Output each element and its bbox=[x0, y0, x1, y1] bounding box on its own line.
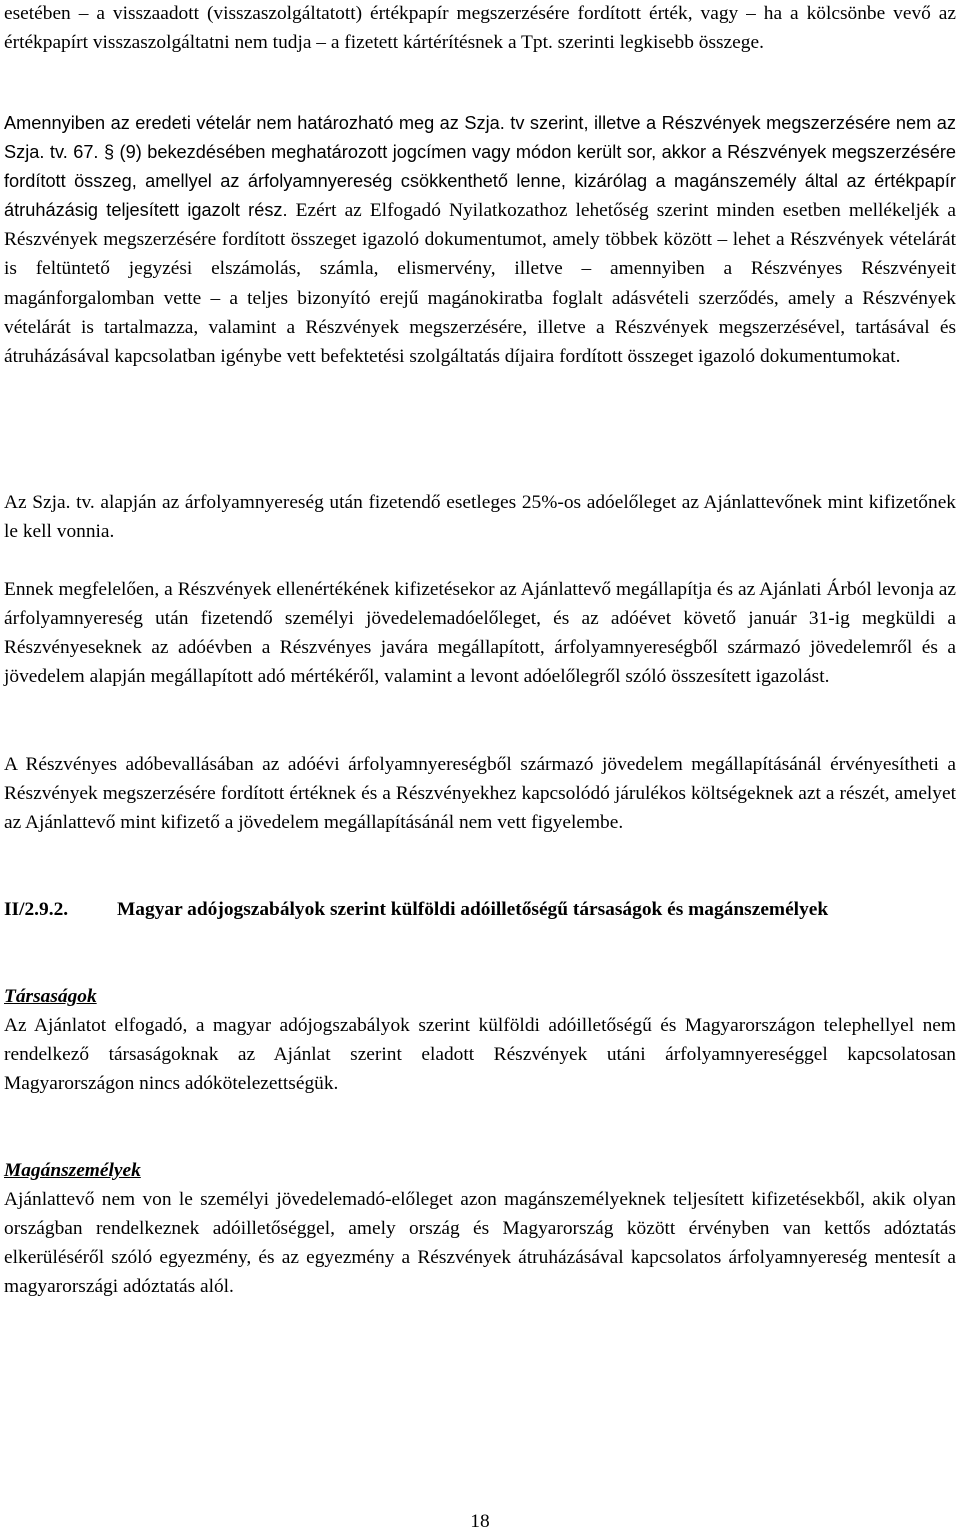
paragraph-tax-return: A Részvényes adóbevallásában az adóévi árfolyamnyereségből származó jövedelem megállapításánál érvényesítheti a Részvények megszerzésére fordított értéknek és a Részvényekhez kapcsolódó járulékos költségeknek azt a részét, amelyet az Ajánlattevő mint kifizető a jövedelem megállapításánál nem vett figyelembe. bbox=[4, 754, 956, 834]
paragraph-advance-tax: Az Szja. tv. alapján az árfolyamnyereség után fizetendő esetleges 25%-os adóelőleget az Ajánlattevőnek mint kifizetőnek le kell vonnia. bbox=[4, 492, 956, 543]
paragraph-companies: Az Ajánlatot elfogadó, a magyar adójogszabályok szerint külföldi adóilletőségű és Magyarországon telephellyel nem rendelkező társaságoknak az Ajánlat szerint eladott Részvények utáni árfolyamnyereséggel kapcsolatosan Magyarországon nincs adókötelezettségük. bbox=[4, 1015, 956, 1095]
subheading-companies bbox=[4, 982, 956, 1011]
section-heading-title: Magyar adójogszabályok szerint külföldi adóilletőségű társaságok és magánszemélyek bbox=[117, 899, 829, 920]
paragraph-continuation: esetében – a visszaadott (visszaszolgáltatott) értékpapír megszerzésére fordított érték, vagy – ha a kölcsönbe vevő az értékpapírt visszaszolgáltatni nem tudja – a fizetett kártérítésnek a Tpt. szerinti legkisebb összege. bbox=[4, 3, 956, 54]
paragraph-purchase-price-lead: Amennyiben az eredeti vételár nem határozható meg az Szja. tv szerint, illetve a Részvények megszerzésére nem az Szja. tv. 67. § (9) bekezdésében meghatározott jogcímen vagy módon került sor, akkor a Részvények megszerzésére fordított összeg, amellyel az árfolyamnyereség csökkenthető lenne, kizárólag a magánszemély által az értékpapír átruházásig teljesített igazolt rész. bbox=[4, 113, 956, 221]
subheading-individuals bbox=[4, 1156, 956, 1185]
subheading-companies-label: Társaságok bbox=[4, 986, 97, 1007]
page-number: 18 bbox=[470, 1511, 490, 1532]
section-heading bbox=[4, 895, 956, 955]
section-heading-number: II/2.9.2. bbox=[4, 899, 69, 920]
subheading-individuals-label: Magánszemélyek bbox=[4, 1160, 141, 1181]
paragraph-purchase-price bbox=[4, 109, 956, 371]
paragraph-individuals: Ajánlattevő nem von le személyi jövedelemadó-előleget azon magánszemélyeknek teljesített kifizetésekből, akik olyan országban rendelkeznek adóilletőséggel, amely ország és Magyarország között érvényben van kettős adóztatás elkerüléséről szóló egyezmény, és az egyezmény a Részvények átruházásával kapcsolatos árfolyamnyereség mentesít a magyarországi adóztatás alól. bbox=[4, 1189, 956, 1298]
paragraph-payment-deduction: Ennek megfelelően, a Részvények ellenértékének kifizetésekor az Ajánlattevő megállapítja és az Ajánlati Árból levonja az árfolyamnyereség után fizetendő személyi jövedelemadóelőleget, és az adóévet követő január 31-ig megküldi a Részvényeseknek az adóévben a Részvényes javára megállapított, árfolyamnyereségből származó jövedelemről és a jövedelem alapján megállapított adó mértékéről, valamint a levont adóelőlegről szóló összesített igazolást. bbox=[4, 579, 956, 688]
paragraph-purchase-price-tail: Ezért az Elfogadó Nyilatkozathoz lehetőség szerint minden esetben mellékeljék a Részvények megszerzésére fordított összeget igazoló dokumentumot, amely többek között – lehet a Részvények vételárát is feltüntető jegyzési elszámolás, számla, elismervény, illetve – amennyiben a Részvényes Részvényeit magánforgalomban vette – a teljes bizonyító erejű magánokiratba foglalt adásvételi szerződés, amely a Részvények vételárát is tartalmazza, valamint a Részvények megszerzésére, illetve a Részvények megszerzésével, tartásával és átruházásával kapcsolatban igénybe vett befektetési szolgáltatás díjaira fordított összeget igazoló dokumentumokat. bbox=[4, 200, 956, 367]
